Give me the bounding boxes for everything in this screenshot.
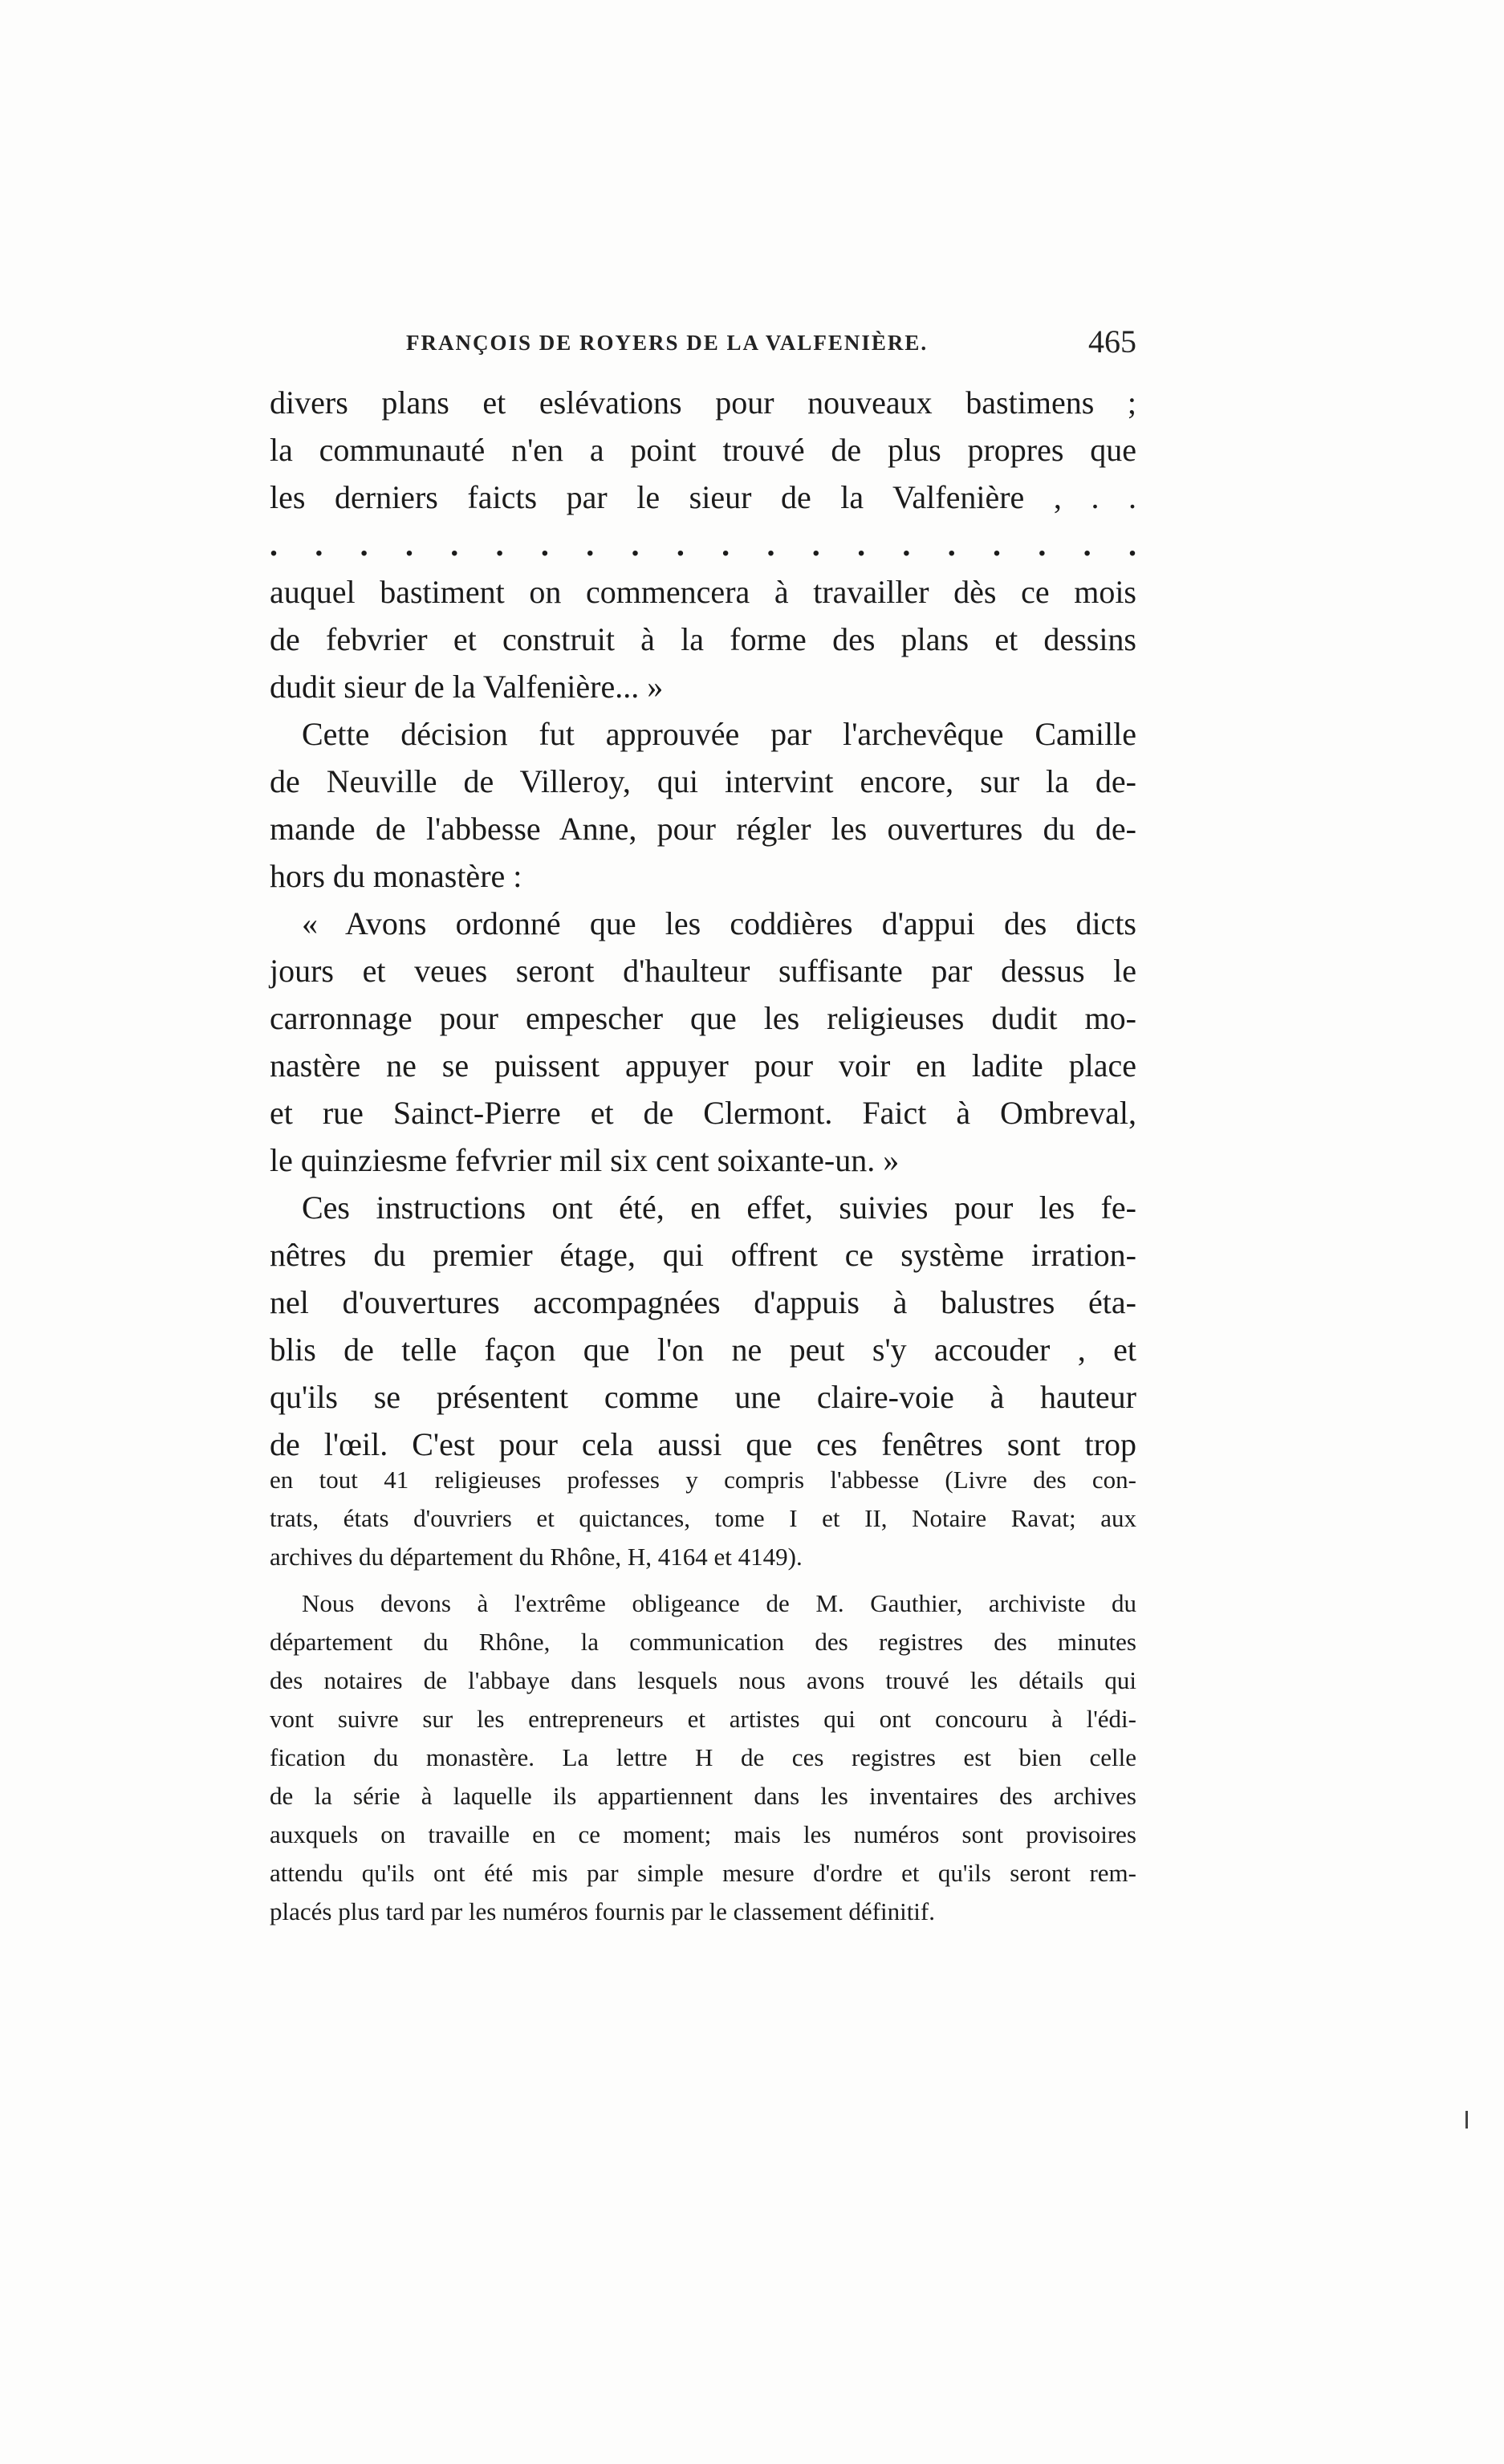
- running-title: FRANÇOIS DE ROYERS DE LA VALFENIÈRE.: [406, 331, 929, 355]
- footnote-line: Nous devons à l'extrême obligeance de M. Gauthier, archiviste du: [302, 1589, 1136, 1617]
- text-line: Ces instructions ont été, en effet, suivies pour les fe-: [302, 1189, 1136, 1226]
- text-line: auquel bastiment on commencera à travailler dès ce mois: [270, 574, 1136, 610]
- footnote-line: attendu qu'ils ont été mis par simple mesure d'ordre et qu'ils seront rem-: [270, 1859, 1136, 1887]
- footnote-line: fication du monastère. La lettre H de ces registres est bien celle: [270, 1743, 1136, 1771]
- main-text: [270, 379, 1136, 1468]
- footnote-line: trats, états d'ouvriers et quictances, tome I et II, Notaire Ravat; aux: [270, 1504, 1136, 1532]
- text-line: dudit sieur de la Valfenière... »: [270, 669, 664, 705]
- text-line: de febvrier et construit à la forme des plans et dessins: [270, 621, 1136, 657]
- footnote-line: département du Rhône, la communication des registres des minutes: [270, 1628, 1136, 1656]
- text-line: et rue Sainct-Pierre et de Clermont. Faict à Ombreval,: [270, 1095, 1136, 1131]
- ellipsis-line: . . . . . . . . . . . . . . . . . . . .: [270, 527, 1136, 563]
- text-line: « Avons ordonné que les coddières d'appui des dicts: [302, 905, 1136, 941]
- text-line: carronnage pour empescher que les religieuses dudit mo-: [270, 1000, 1136, 1036]
- text-line: divers plans et eslévations pour nouveaux bastimens ;: [270, 384, 1136, 421]
- footnote-line: archives du département du Rhône, H, 4164 et 4149).: [270, 1543, 803, 1571]
- footnote-line: vont suivre sur les entrepreneurs et artistes qui ont concouru à l'édi-: [270, 1705, 1136, 1733]
- text-line: nel d'ouvertures accompagnées d'appuis à balustres éta-: [270, 1284, 1136, 1320]
- margin-mark: [1465, 2111, 1468, 2129]
- footnote-line: placés plus tard par les numéros fournis par le classement définitif.: [270, 1897, 935, 1925]
- text-line: nêtres du premier étage, qui offrent ce système irration-: [270, 1237, 1136, 1273]
- text-line: blis de telle façon que l'on ne peut s'y accouder , et: [270, 1332, 1136, 1368]
- text-line: les derniers faicts par le sieur de la Valfenière , . .: [270, 479, 1136, 515]
- footnote-line: de la série à laquelle ils appartiennent dans les inventaires des archives: [270, 1782, 1136, 1810]
- text-line: de Neuville de Villeroy, qui intervint encore, sur la de-: [270, 763, 1136, 799]
- page-number: 465: [1088, 323, 1136, 360]
- text-line: hors du monastère :: [270, 858, 522, 894]
- footnote-line: auxquels on travaille en ce moment; mais les numéros sont provisoires: [270, 1820, 1136, 1848]
- text-line: Cette décision fut approuvée par l'archevêque Camille: [302, 716, 1136, 752]
- text-line: nastère ne se puissent appuyer pour voir en ladite place: [270, 1047, 1136, 1084]
- text-line: de l'œil. C'est pour cela aussi que ces fenêtres sont trop: [270, 1426, 1136, 1462]
- footnote-line: en tout 41 religieuses professes y compris l'abbesse (Livre des con-: [270, 1466, 1136, 1494]
- running-head: [270, 323, 1136, 371]
- text-line: mande de l'abbesse Anne, pour régler les ouvertures du de-: [270, 811, 1136, 847]
- footnote-line: des notaires de l'abbaye dans lesquels nous avons trouvé les détails qui: [270, 1666, 1136, 1694]
- text-line: jours et veues seront d'haulteur suffisante par dessus le: [270, 953, 1136, 989]
- text-line: qu'ils se présentent comme une claire-voie à hauteur: [270, 1379, 1136, 1415]
- text-line: le quinziesme fefvrier mil six cent soixante-un. »: [270, 1142, 900, 1178]
- text-line: la communauté n'en a point trouvé de plus propres que: [270, 432, 1136, 468]
- footnotes: [270, 1461, 1136, 1931]
